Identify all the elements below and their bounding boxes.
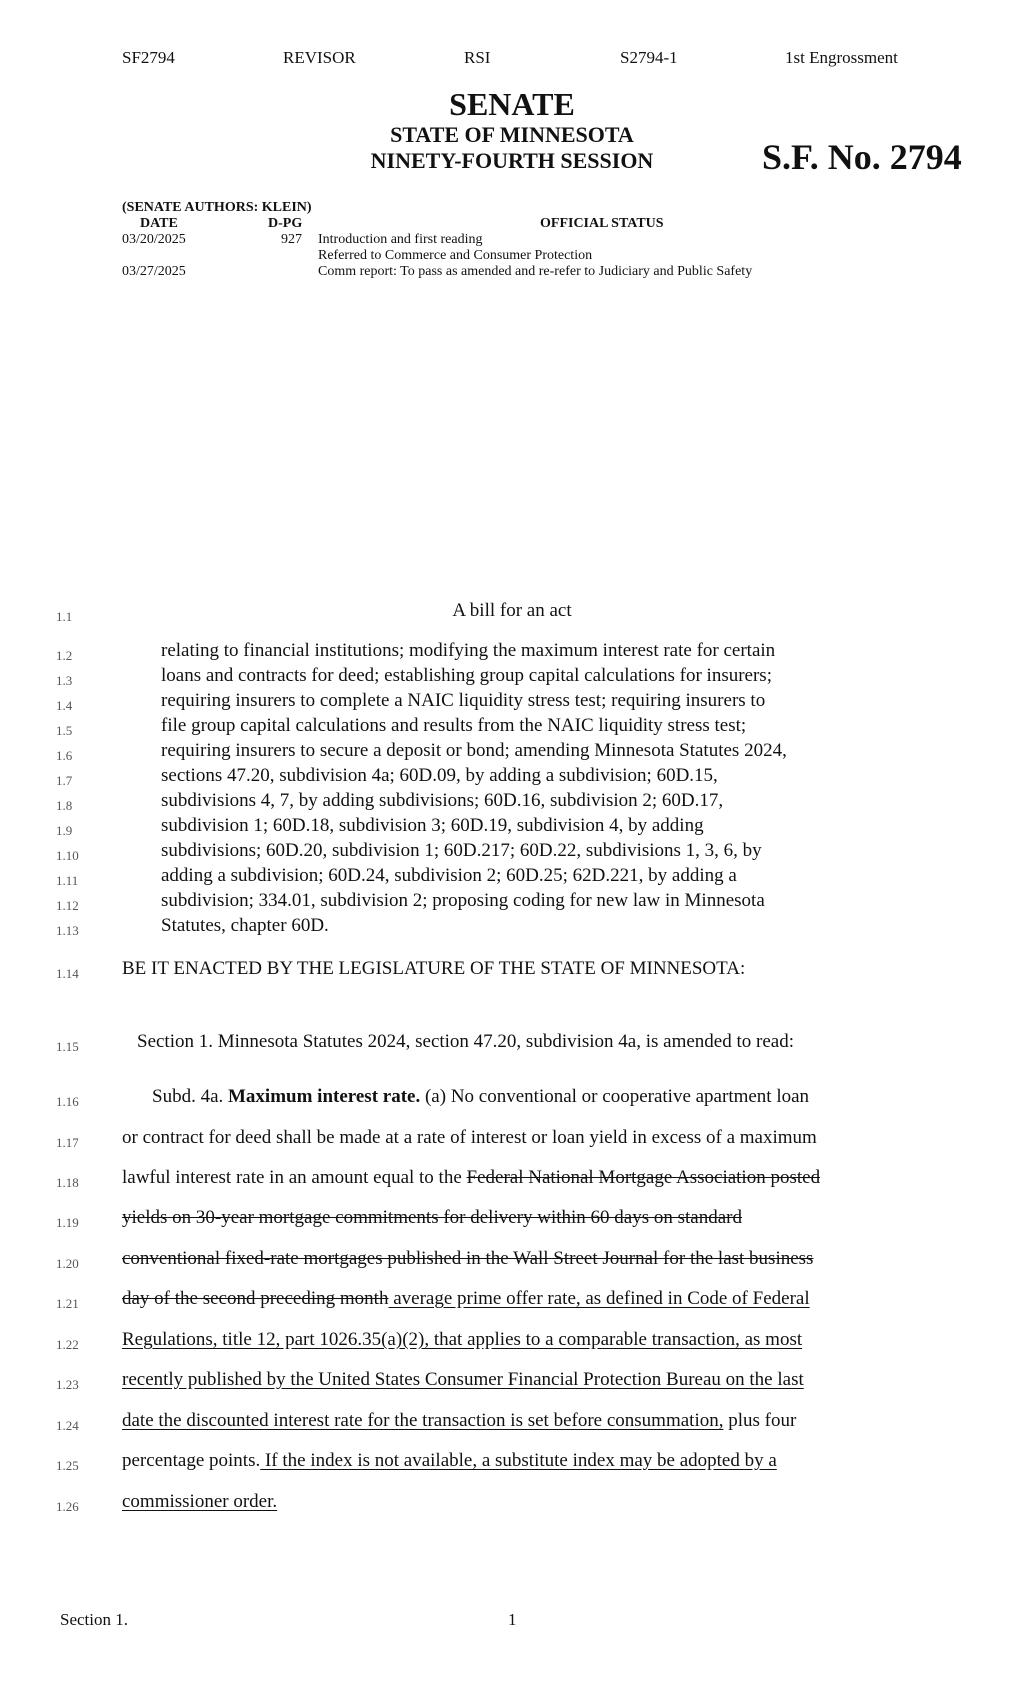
session-title: NINETY-FOURTH SESSION: [370, 148, 654, 173]
status-row-dpg: 927: [281, 232, 302, 247]
inserted-text: If the index is not available, a substitute index may be adopted by a: [260, 1450, 777, 1471]
header-engrossment: 1st Engrossment: [785, 48, 898, 67]
body-line-19-deleted: yields on 30-year mortgage commitments for delivery within 60 days on standard: [122, 1207, 742, 1228]
status-row-text: Referred to Commerce and Consumer Protection: [318, 248, 593, 263]
title-line: requiring insurers to secure a deposit or bond; amending Minnesota Statutes 2024,: [161, 740, 787, 761]
line-number: 1.19: [56, 1215, 79, 1230]
line-number: 1.7: [56, 773, 73, 788]
section-heading: Section 1. Minnesota Statutes 2024, section 47.20, subdivision 4a, is amended to read:: [137, 1031, 794, 1052]
line-number: 1.8: [56, 798, 73, 813]
line-number: 1.9: [56, 823, 73, 838]
line-number: 1.3: [56, 673, 73, 688]
line-number: 1.21: [56, 1296, 79, 1311]
subdivision-headnote: Maximum interest rate.: [228, 1086, 421, 1107]
body-text: plus four: [723, 1410, 797, 1431]
body-text: lawful interest rate in an amount equal to the: [122, 1167, 467, 1188]
status-col-date: DATE: [140, 216, 178, 231]
inserted-text: average prime offer rate, as defined in Code of Federal: [388, 1288, 810, 1309]
line-number: 1.24: [56, 1418, 79, 1433]
page-number: 1: [508, 1610, 517, 1629]
header-bill-id: SF2794: [122, 48, 175, 67]
line-number: 1.14: [56, 966, 79, 981]
line-number: 1.22: [56, 1337, 79, 1352]
header-initials: RSI: [464, 48, 491, 67]
line-number: 1.13: [56, 923, 79, 938]
title-line: loans and contracts for deed; establishing group capital calculations for insurers;: [161, 665, 772, 686]
line-number: 1.20: [56, 1256, 79, 1271]
line-number: 1.18: [56, 1175, 79, 1190]
deleted-text: day of the second preceding month: [122, 1288, 389, 1309]
body-line-23-inserted: recently published by the United States Consumer Financial Protection Bureau on the last: [122, 1369, 804, 1390]
title-line: sections 47.20, subdivision 4a; 60D.09, by adding a subdivision; 60D.15,: [161, 765, 718, 786]
title-line: adding a subdivision; 60D.24, subdivision 2; 60D.25; 62D.221, by adding a: [161, 865, 737, 886]
status-row-date: 03/20/2025: [122, 232, 186, 247]
footer-section: Section 1.: [60, 1610, 128, 1629]
status-row-text: Comm report: To pass as amended and re-refer to Judiciary and Public Safety: [318, 264, 753, 279]
line-number: 1.26: [56, 1499, 79, 1514]
status-row-date: 03/27/2025: [122, 264, 186, 279]
body-line-24: [122, 1410, 796, 1432]
body-line-25: [122, 1450, 777, 1472]
line-number: 1.23: [56, 1377, 79, 1392]
body-line-22-inserted: Regulations, title 12, part 1026.35(a)(2), that applies to a comparable transaction, as most: [122, 1329, 803, 1350]
line-number: 1.6: [56, 748, 73, 763]
line-number: 1.17: [56, 1135, 79, 1150]
state-title: STATE OF MINNESOTA: [390, 122, 634, 147]
bill-number: S.F. No. 2794: [762, 137, 962, 177]
body-text: percentage points.: [122, 1450, 261, 1471]
deleted-text: Federal National Mortgage Association posted: [466, 1167, 821, 1188]
body-line-18: [122, 1167, 820, 1189]
title-line: Statutes, chapter 60D.: [161, 915, 329, 936]
body-line-21: [122, 1288, 810, 1310]
body-line-20-deleted: conventional fixed-rate mortgages published in the Wall Street Journal for the last business: [122, 1248, 814, 1269]
title-line: file group capital calculations and results from the NAIC liquidity stress test;: [161, 715, 747, 736]
title-line: subdivisions 4, 7, by adding subdivisions; 60D.16, subdivision 2; 60D.17,: [161, 790, 724, 811]
title-line: subdivision; 334.01, subdivision 2; proposing coding for new law in Minnesota: [161, 890, 765, 911]
inserted-text: date the discounted interest rate for the transaction is set before consummation,: [122, 1410, 724, 1431]
bill-heading: A bill for an act: [452, 600, 572, 621]
header-version: S2794-1: [620, 48, 678, 67]
chamber-title: SENATE: [449, 86, 575, 122]
status-col-dpg: D-PG: [268, 216, 303, 231]
header-revisor: REVISOR: [283, 48, 356, 67]
line-number: 1.1: [56, 609, 73, 624]
line-number: 1.16: [56, 1094, 79, 1109]
status-row-text: Introduction and first reading: [318, 232, 483, 247]
title-line: subdivisions; 60D.20, subdivision 1; 60D.217; 60D.22, subdivisions 1, 3, 6, by: [161, 840, 762, 861]
line-number: 1.4: [56, 698, 73, 713]
enacting-clause: BE IT ENACTED BY THE LEGISLATURE OF THE STATE OF MINNESOTA:: [122, 958, 746, 979]
line-number: 1.25: [56, 1458, 79, 1473]
line-number: 1.5: [56, 723, 73, 738]
line-number: 1.10: [56, 848, 79, 863]
line-number: 1.2: [56, 648, 73, 663]
line-number: 1.11: [56, 873, 79, 888]
body-line-26-inserted: commissioner order.: [122, 1491, 278, 1512]
subdivision-number: Subd. 4a.: [152, 1086, 228, 1107]
body-line-17: or contract for deed shall be made at a rate of interest or loan yield in excess of a maximum: [122, 1127, 817, 1148]
line-number: 1.15: [56, 1039, 79, 1054]
body-line-16: [152, 1086, 809, 1108]
title-line: subdivision 1; 60D.18, subdivision 3; 60D.19, subdivision 4, by adding: [161, 815, 704, 836]
title-line: requiring insurers to complete a NAIC liquidity stress test; requiring insurers to: [161, 690, 766, 711]
line-number: 1.12: [56, 898, 79, 913]
senate-authors: (SENATE AUTHORS: KLEIN): [122, 200, 312, 215]
status-col-official: OFFICIAL STATUS: [540, 216, 664, 231]
body-text: (a) No conventional or cooperative apartment loan: [420, 1086, 810, 1107]
title-line: relating to financial institutions; modifying the maximum interest rate for certain: [161, 640, 776, 661]
